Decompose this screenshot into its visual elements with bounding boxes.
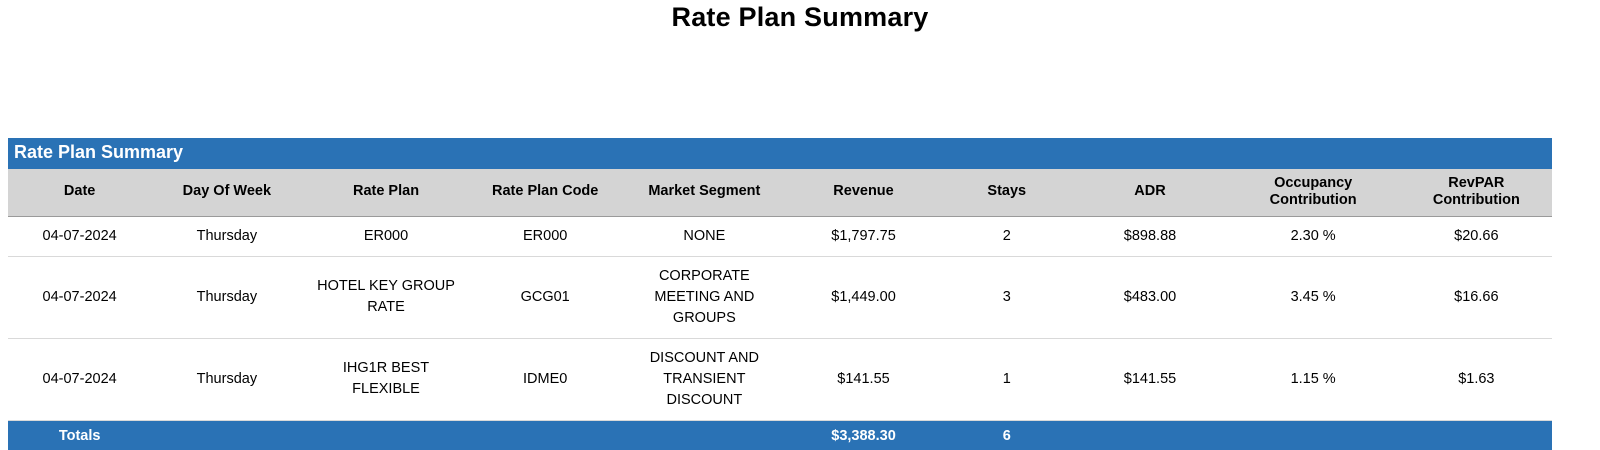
cell-day-of-week: Thursday	[151, 256, 302, 338]
cell-day-of-week: Thursday	[151, 216, 302, 256]
cell-rate-plan: IHG1R BEST FLEXIBLE	[302, 338, 469, 420]
cell-occupancy-contribution: 3.45 %	[1226, 256, 1401, 338]
column-header-rate-plan[interactable]: Rate Plan	[302, 169, 469, 217]
cell-adr: $141.55	[1074, 338, 1225, 420]
cell-occupancy-contribution: 2.30 %	[1226, 216, 1401, 256]
page-title: Rate Plan Summary	[671, 2, 929, 32]
cell-adr: $483.00	[1074, 256, 1225, 338]
cell-rate-plan-code: GCG01	[470, 256, 621, 338]
totals-rate-plan-code	[470, 420, 621, 450]
totals-rate-plan	[302, 420, 469, 450]
cell-revpar-contribution: $1.63	[1401, 338, 1552, 420]
rate-plan-summary-table-container	[8, 138, 1552, 450]
totals-market-segment	[621, 420, 788, 450]
cell-market-segment: CORPORATE MEETING AND GROUPS	[621, 256, 788, 338]
totals-stays: 6	[939, 420, 1074, 450]
totals-row	[8, 420, 1552, 450]
cell-revenue: $141.55	[788, 338, 939, 420]
cell-revpar-contribution: $20.66	[1401, 216, 1552, 256]
totals-day-of-week	[151, 420, 302, 450]
table-row	[8, 256, 1552, 338]
column-header-rate-plan-code[interactable]: Rate Plan Code	[470, 169, 621, 217]
column-header-occupancy-contribution[interactable]: Occupancy Contribution	[1226, 169, 1401, 217]
totals-label: Totals	[8, 420, 151, 450]
cell-rate-plan: HOTEL KEY GROUP RATE	[302, 256, 469, 338]
section-header-band: Rate Plan Summary	[8, 138, 1552, 169]
column-header-adr[interactable]: ADR	[1074, 169, 1225, 217]
cell-stays: 2	[939, 216, 1074, 256]
column-header-day-of-week[interactable]: Day Of Week	[151, 169, 302, 217]
column-header-date[interactable]: Date	[8, 169, 151, 217]
cell-day-of-week: Thursday	[151, 338, 302, 420]
cell-adr: $898.88	[1074, 216, 1225, 256]
cell-stays: 3	[939, 256, 1074, 338]
column-header-market-segment[interactable]: Market Segment	[621, 169, 788, 217]
table-row	[8, 338, 1552, 420]
cell-revenue: $1,449.00	[788, 256, 939, 338]
totals-adr	[1074, 420, 1225, 450]
cell-occupancy-contribution: 1.15 %	[1226, 338, 1401, 420]
table-header-row	[8, 169, 1552, 217]
cell-date: 04-07-2024	[8, 216, 151, 256]
column-header-stays[interactable]: Stays	[939, 169, 1074, 217]
totals-revenue: $3,388.30	[788, 420, 939, 450]
cell-rate-plan: ER000	[302, 216, 469, 256]
cell-revenue: $1,797.75	[788, 216, 939, 256]
cell-date: 04-07-2024	[8, 338, 151, 420]
rate-plan-summary-table	[8, 169, 1552, 450]
totals-revpar-contribution	[1401, 420, 1552, 450]
cell-market-segment: NONE	[621, 216, 788, 256]
table-row	[8, 216, 1552, 256]
column-header-revpar-contribution[interactable]: RevPAR Contribution	[1401, 169, 1552, 217]
cell-revpar-contribution: $16.66	[1401, 256, 1552, 338]
cell-date: 04-07-2024	[8, 256, 151, 338]
column-header-revenue[interactable]: Revenue	[788, 169, 939, 217]
cell-market-segment: DISCOUNT AND TRANSIENT DISCOUNT	[621, 338, 788, 420]
totals-occupancy-contribution	[1226, 420, 1401, 450]
table-body	[8, 216, 1552, 450]
cell-stays: 1	[939, 338, 1074, 420]
cell-rate-plan-code: ER000	[470, 216, 621, 256]
cell-rate-plan-code: IDME0	[470, 338, 621, 420]
